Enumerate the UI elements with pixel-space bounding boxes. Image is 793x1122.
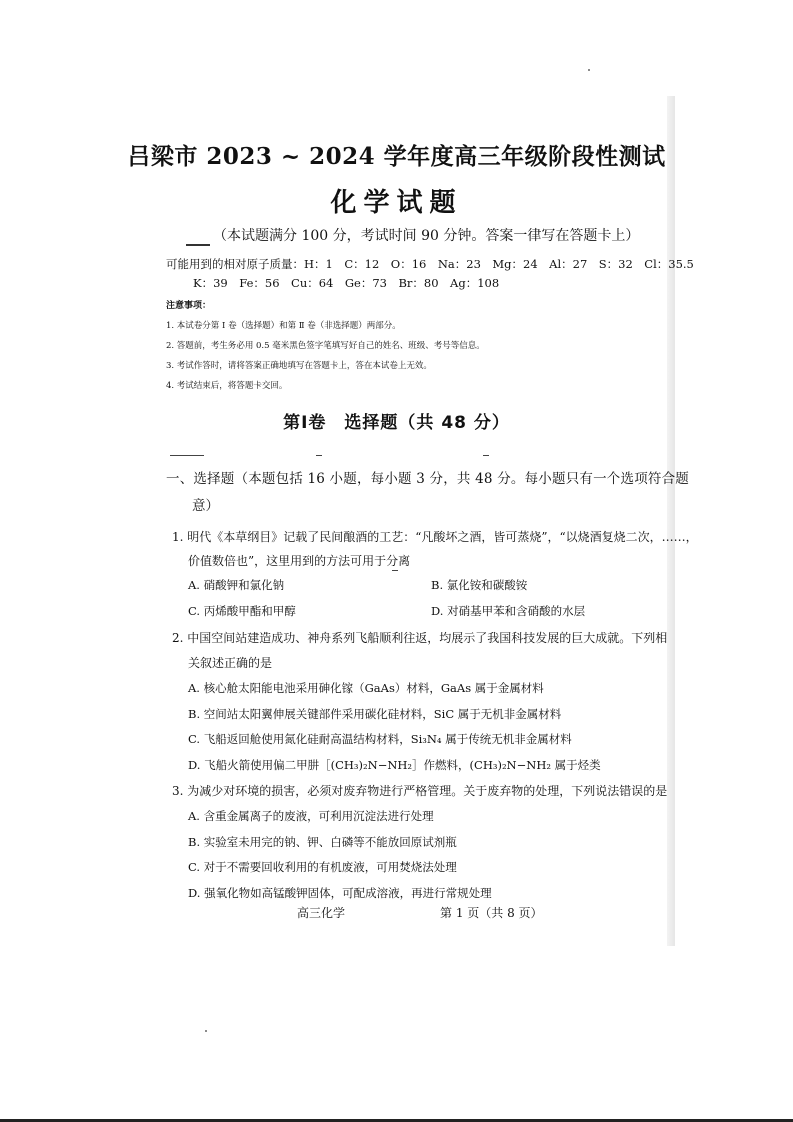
exam-info: （本试题满分 100 分，考试时间 90 分钟。答案一律写在答题卡上）: [213, 228, 640, 244]
footer-subject: 高三化学: [297, 906, 346, 920]
scan-mark: [483, 455, 489, 456]
question-3-stem: 3. 为减少对环境的损害，必须对废弃物进行严格管理。关于废弃物的处理，下列说法错误的是: [172, 784, 668, 798]
scan-mark: [170, 455, 204, 456]
question-2-option-d: D. 飞船火箭使用偏二甲肼［(CH₃)₂N−NH₂］作燃料，(CH₃)₂N−NH₂ 属于烃类: [188, 758, 601, 772]
question-3-option-c: C. 对于不需要回收利用的有机废液，可用焚烧法处理: [188, 860, 457, 874]
scan-mark: [392, 570, 398, 571]
question-2-stem: 2. 中国空间站建造成功、神舟系列飞船顺利往返，均展示了我国科技发展的巨大成就。下列相: [172, 631, 668, 645]
question-3-option-d: D. 强氧化物如高锰酸钾固体，可配成溶液，再进行常规处理: [188, 886, 492, 900]
part-one-heading: 一、选择题（本题包括 16 小题，每小题 3 分，共 48 分。每小题只有一个选项符合题: [166, 471, 689, 487]
question-1-stem-cont: 价值数倍也”，这里用到的方法可用于分离: [188, 554, 411, 568]
scan-speck: [205, 1030, 207, 1032]
question-3-option-b: B. 实验室未用完的钠、钾、白磷等不能放回原试剂瓶: [188, 835, 457, 849]
question-1-stem: 1. 明代《本草纲目》记载了民间酿酒的工艺：“凡酸坏之酒，皆可蒸烧”，“以烧酒复烧二次，……，: [172, 530, 698, 544]
footer-page-number: 第 1 页（共 8 页）: [440, 906, 543, 920]
part-one-heading-cont: 意）: [192, 498, 219, 514]
section-title: 第Ⅰ卷 选择题（共 48 分）: [283, 413, 510, 433]
atomic-masses-line-1: 可能用到的相对原子质量：H：1 C：12 O：16 Na：23 Mg：24 Al：27 S：32 Cl：35.5: [166, 257, 694, 271]
notice-item: 3. 考试作答时，请将答案正确地填写在答题卡上，答在本试卷上无效。: [166, 361, 432, 371]
question-3-option-a: A. 含重金属离子的废液，可利用沉淀法进行处理: [188, 809, 434, 823]
scan-mark: [316, 455, 322, 456]
atomic-masses-line-2: K：39 Fe：56 Cu：64 Ge：73 Br：80 Ag：108: [193, 276, 500, 290]
notice-item: 2. 答题前，考生务必用 0.5 毫米黑色签字笔填写好自己的姓名、班级、考号等信息。: [166, 341, 485, 351]
scan-speck: [588, 69, 590, 71]
question-2-stem-cont: 关叙述正确的是: [188, 656, 273, 670]
exam-title: 吕梁市 2023 ~ 2024 学年度高三年级阶段性测试: [127, 143, 666, 170]
question-2-option-b: B. 空间站太阳翼伸展关键部件采用碳化硅材料，SiC 属于无机非金属材料: [188, 707, 562, 721]
subject-title: 化学试题: [330, 188, 463, 218]
question-1-option-a: A. 硝酸钾和氯化钠: [188, 578, 285, 592]
question-1-option-c: C. 丙烯酸甲酯和甲醇: [188, 604, 296, 618]
scan-edge-shadow: [667, 96, 675, 946]
question-2-option-a: A. 核心舱太阳能电池采用砷化镓（GaAs）材料，GaAs 属于金属材料: [188, 681, 544, 695]
question-2-option-c: C. 飞船返回舱使用氮化硅耐高温结构材料，Si₃N₄ 属于传统无机非金属材料: [188, 732, 572, 746]
question-1-option-d: D. 对硝基甲苯和含硝酸的水层: [431, 604, 586, 618]
notice-heading: 注意事项：: [166, 301, 212, 311]
notice-item: 4. 考试结束后，将答题卡交回。: [166, 381, 288, 391]
notice-item: 1. 本试卷分第 Ⅰ 卷（选择题）和第 Ⅱ 卷（非选择题）两部分。: [166, 321, 401, 331]
scan-mark: [186, 244, 210, 246]
question-1-option-b: B. 氯化铵和碳酸铵: [431, 578, 528, 592]
